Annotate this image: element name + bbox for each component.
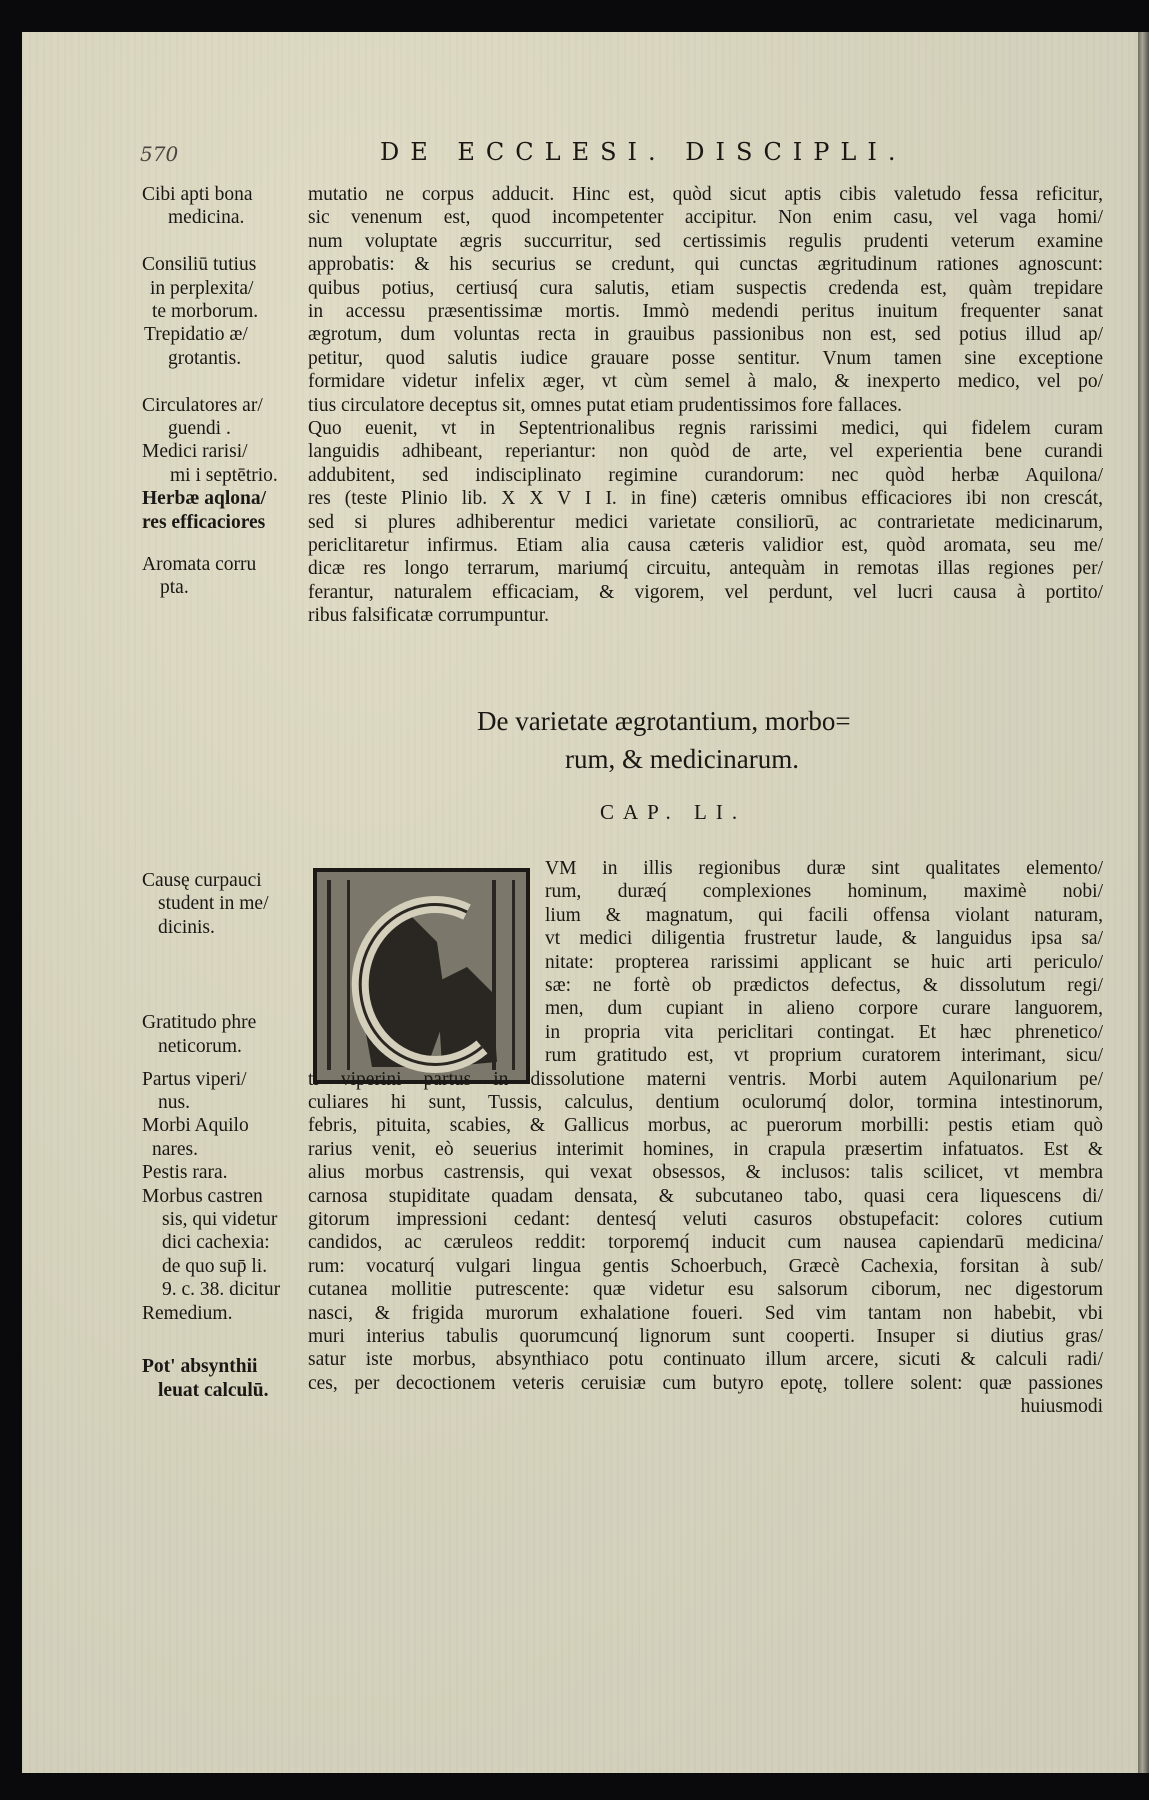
margin-note: Morbi Aquilo [142,1115,249,1137]
page-number: 570 [140,142,179,166]
body-line: ces, per decoctionem veteris ceruisiæ cum butyro epotę, tollere solent: quæ passiones [308,1372,1103,1394]
body-line: nitate: propterea rarissimi applicant se huic arti periculo/ [545,951,1103,973]
woodcut-initial-c [313,868,530,1084]
body-line: ti viperini partus in dissolutione materni ventris. Morbi autem Aquilonarium pe/ [308,1068,1103,1090]
running-title: DE ECCLESI. DISCIPLI. [380,138,907,166]
body-line: culiares hi sunt, Tussis, calculus, dentium oculorumq́ dolor, tormina intestinorum, [308,1092,1103,1113]
margin-note: 9. c. 38. dicitur [162,1279,281,1301]
margin-note: Partus viperi/ [142,1068,247,1090]
margin-note: student in me/ [158,893,269,915]
body-line: carnosa stupiditate quadam densata, & subcutaneo tabo, quasi cera liquescens di/ [308,1185,1103,1207]
body-line: dicæ res longo terrarum, mariumq́ circuitu, antequàm in remotas illas regiones per/ [308,558,1103,580]
margin-note: Gratitudo phre [142,1012,257,1034]
catchword: huiusmodi [1020,1396,1103,1418]
body-line: VM in illis regionibus duræ sint qualitates elemento/ [545,858,1103,879]
body-line: lium & magnatum, qui facili offensa violant naturam, [545,904,1103,926]
margin-note: de quo sup̄ li. [162,1255,268,1277]
body-line: rum: vocaturq́ vulgari lingua gentis Schoerbuch, Græcè Cachexia, forsitan à sub/ [308,1255,1103,1277]
margin-note: Circulatores ar/ [142,394,263,416]
body-line: in propria vita periclitari contingat. Et hæc phrenetico/ [545,1021,1103,1043]
margin-note: Herbæ aqlona/ [142,488,267,510]
margin-note: sis, qui videtur [162,1209,278,1230]
body-line: satur iste morbus, absynthiaco potu continuato illum arcere, sicuti & calculi radi/ [308,1349,1103,1371]
body-line: mutatio ne corpus adducit. Hinc est, quòd sicut aptis cibis valetudo fessa reficitur, [308,184,1103,205]
body-line: quibus potius, certiusq́ cura salutis, etiam suspectis credenda est, quàm trepidare [308,277,1103,299]
body-line: vt medici diligentia frustretur laude, & languidus ipsa sa/ [545,928,1103,950]
body-line: Quo euenit, vt in Septentrionalibus regnis rarissimi medici, qui fidelem curam [308,418,1103,439]
body-line: petitur, quod salutis iudice grauare posse sentitur. Vnum tamen sine exceptione [308,347,1103,369]
body-line: ferantur, naturalem efficaciam, & vigorem, vel perdunt, vel lucri causa à portito/ [308,581,1103,603]
body-line: tius circulatore deceptus sit, omnes putat etiam prudentissimos fore fallaces. [308,394,903,416]
body-line: cutanea mollitie putrescente: quæ videtur esu salsorum ciborum, nec digestorum [308,1279,1103,1301]
margin-note: Medici rarisi/ [142,441,248,463]
margin-note: dici cachexia: [162,1232,270,1254]
margin-note: nus. [158,1092,190,1113]
margin-note: Pot' absynthii [142,1356,258,1378]
body-line: gitorum impressioni cedant: dentesq́ veluti casuros obstupefacit: colores cutium [308,1209,1103,1230]
margin-note: Causę curpauci [142,869,262,891]
body-line: ribus falsificatæ corrumpuntur. [308,605,549,627]
margin-note: guendi . [168,418,231,439]
body-line: languidis adhibeant, reperiantur: non quòd de arte, vel experientia bene curandi [308,441,1103,463]
body-line: periclitaretur infirmus. Etiam alia causa cæteris validior est, quòd aromata, seu me/ [308,535,1103,556]
margin-note: Pestis rara. [142,1162,228,1184]
margin-note: res efficaciores [142,511,266,533]
margin-note: Cibi apti bona [142,184,253,205]
margin-note: grotantis. [168,347,242,369]
chapter-title-line1: De varietate ægrotantium, morbo= [477,706,851,736]
body-line: rarius venit, eò seuerius interimit homines, in crapula præsertim infatuatos. Est & [308,1138,1103,1160]
body-line: alius morbus castrensis, qui vexat obsessos, & inclusos: talis scilicet, vt membra [308,1162,1103,1184]
body-line: nasci, & frigida murorum exhalatione foueri. Sed vim tantam non habebit, vbi [308,1302,1103,1324]
margin-note: Trepidatio æ/ [144,324,248,346]
body-line: candidos, ac cæruleos reddit: torporemq́ inducit cum nausea capiendarū medicina/ [308,1232,1103,1254]
body-line: res (teste Plinio lib. X X V I I. in fine) cæteris omnibus efficaciores ibi non crescát, [308,488,1103,510]
body-line: sed si plures adhiberentur medici varietate consiliorū, ac contrarietate medicinarum, [308,511,1103,533]
body-line: formidare videtur infelix æger, vt cùm semel à malo, & inexperto medico, vel po/ [308,371,1103,393]
margin-note: pta. [160,577,189,599]
margin-note: Morbus castren [142,1185,263,1207]
margin-note: Remedium. [142,1302,233,1324]
body-line: muri interius tabulis quorumcunq́ lignorum sunt cooperti. Insuper si diutius gras/ [308,1326,1103,1347]
margin-note: in perplexita/ [150,277,254,299]
body-line: num voluptate ægris succurritur, sed certissimis regulis prudenti veterum examine [308,230,1103,252]
body-line: sæ: ne fortè ob prædictos defectus, & dissolutum regi/ [545,975,1103,996]
body-line: febris, pituita, scabies, & Gallicus morbus, ac puerorum morbilli: pestis etiam quò [308,1115,1103,1137]
body-line: approbatis: & his securius se credunt, qui cunctas ægritudinum rationes agnoscunt: [308,254,1103,276]
adjacent-page-edge [1138,32,1149,1773]
margin-note: dicinis. [158,916,215,938]
margin-note: nares. [152,1138,199,1160]
body-line: ægrotum, dum voluntas recta in grauibus passionibus non est, sed potius illud ap/ [308,324,1103,346]
margin-note: Consiliū tutius [142,254,257,276]
margin-note: mi i septētrio. [170,464,278,486]
body-line: sic venenum est, quod incompetenter accipitur. Non enim casu, vel vaga homi/ [308,207,1103,229]
margin-note: neticorum. [158,1035,242,1057]
body-line: in accessu præsentissimæ mortis. Immò medendi peritus inuitum frequenter sanat [308,301,1103,322]
body-line: rum, duræq́ complexiones hominum, maximè nobi/ [545,881,1103,903]
margin-note: medicina. [168,207,245,229]
margin-note: te morborum. [152,301,259,322]
body-line: men, dum cupiant in alieno corpore curare languorem, [545,998,1103,1020]
woodcut-illustration-icon [317,872,526,1080]
chapter-number: CAP. LI. [600,800,747,824]
margin-note: Aromata corru [142,553,257,575]
body-line: rum gratitudo est, vt proprium curatorem interimant, sicu/ [545,1045,1103,1067]
chapter-title-line2: rum, & medicinarum. [565,744,799,774]
margin-note: leuat calculū. [158,1379,269,1401]
body-line: addubitent, sed indisciplinato regimine curandorum: nec quòd herbæ Aquilona/ [308,464,1103,486]
